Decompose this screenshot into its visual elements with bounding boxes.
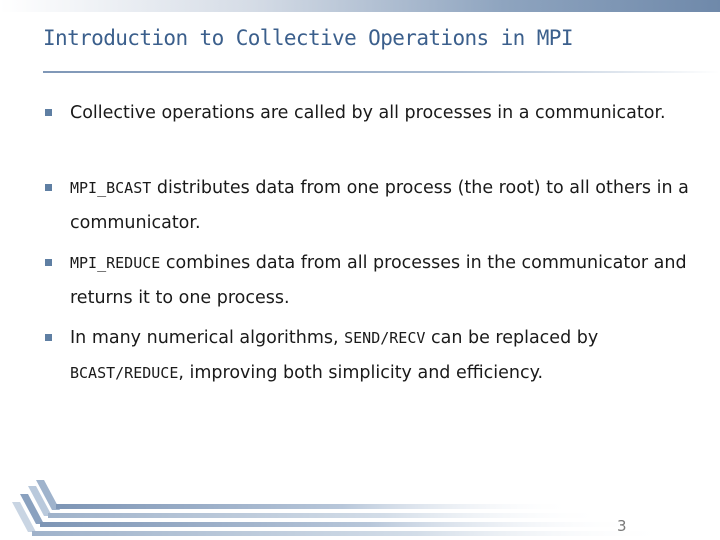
code-term: BCAST/REDUCE bbox=[70, 364, 179, 382]
bullet-item bbox=[70, 171, 690, 241]
slide-title: Introduction to Collective Operations in MPI bbox=[43, 26, 573, 50]
code-term: MPI_REDUCE bbox=[70, 254, 161, 272]
square-bullet-icon bbox=[45, 184, 52, 191]
footer-decoration bbox=[0, 480, 720, 540]
title-underline bbox=[43, 71, 720, 73]
bullet-item bbox=[70, 321, 690, 391]
page-number: 3 bbox=[617, 517, 627, 535]
bullet-text: distributes data from one process (the root) to all others in a communicator. bbox=[70, 178, 689, 233]
bullet-text: , improving both simplicity and efficiency. bbox=[178, 363, 544, 383]
square-bullet-icon bbox=[45, 109, 52, 116]
top-gradient-bar bbox=[0, 0, 720, 12]
bullet-item bbox=[70, 96, 690, 131]
bullet-text: can be replaced by bbox=[425, 328, 599, 348]
code-term: SEND/RECV bbox=[344, 329, 426, 347]
bullet-text: Collective operations are called by all processes in a communicator. bbox=[70, 103, 666, 123]
bullet-text: In many numerical algorithms, bbox=[70, 328, 345, 348]
code-term: MPI_BCAST bbox=[70, 179, 152, 197]
square-bullet-icon bbox=[45, 259, 52, 266]
bullet-item bbox=[70, 246, 690, 316]
square-bullet-icon bbox=[45, 334, 52, 341]
bullet-text: combines data from all processes in the communicator and returns it to one process. bbox=[70, 253, 687, 308]
